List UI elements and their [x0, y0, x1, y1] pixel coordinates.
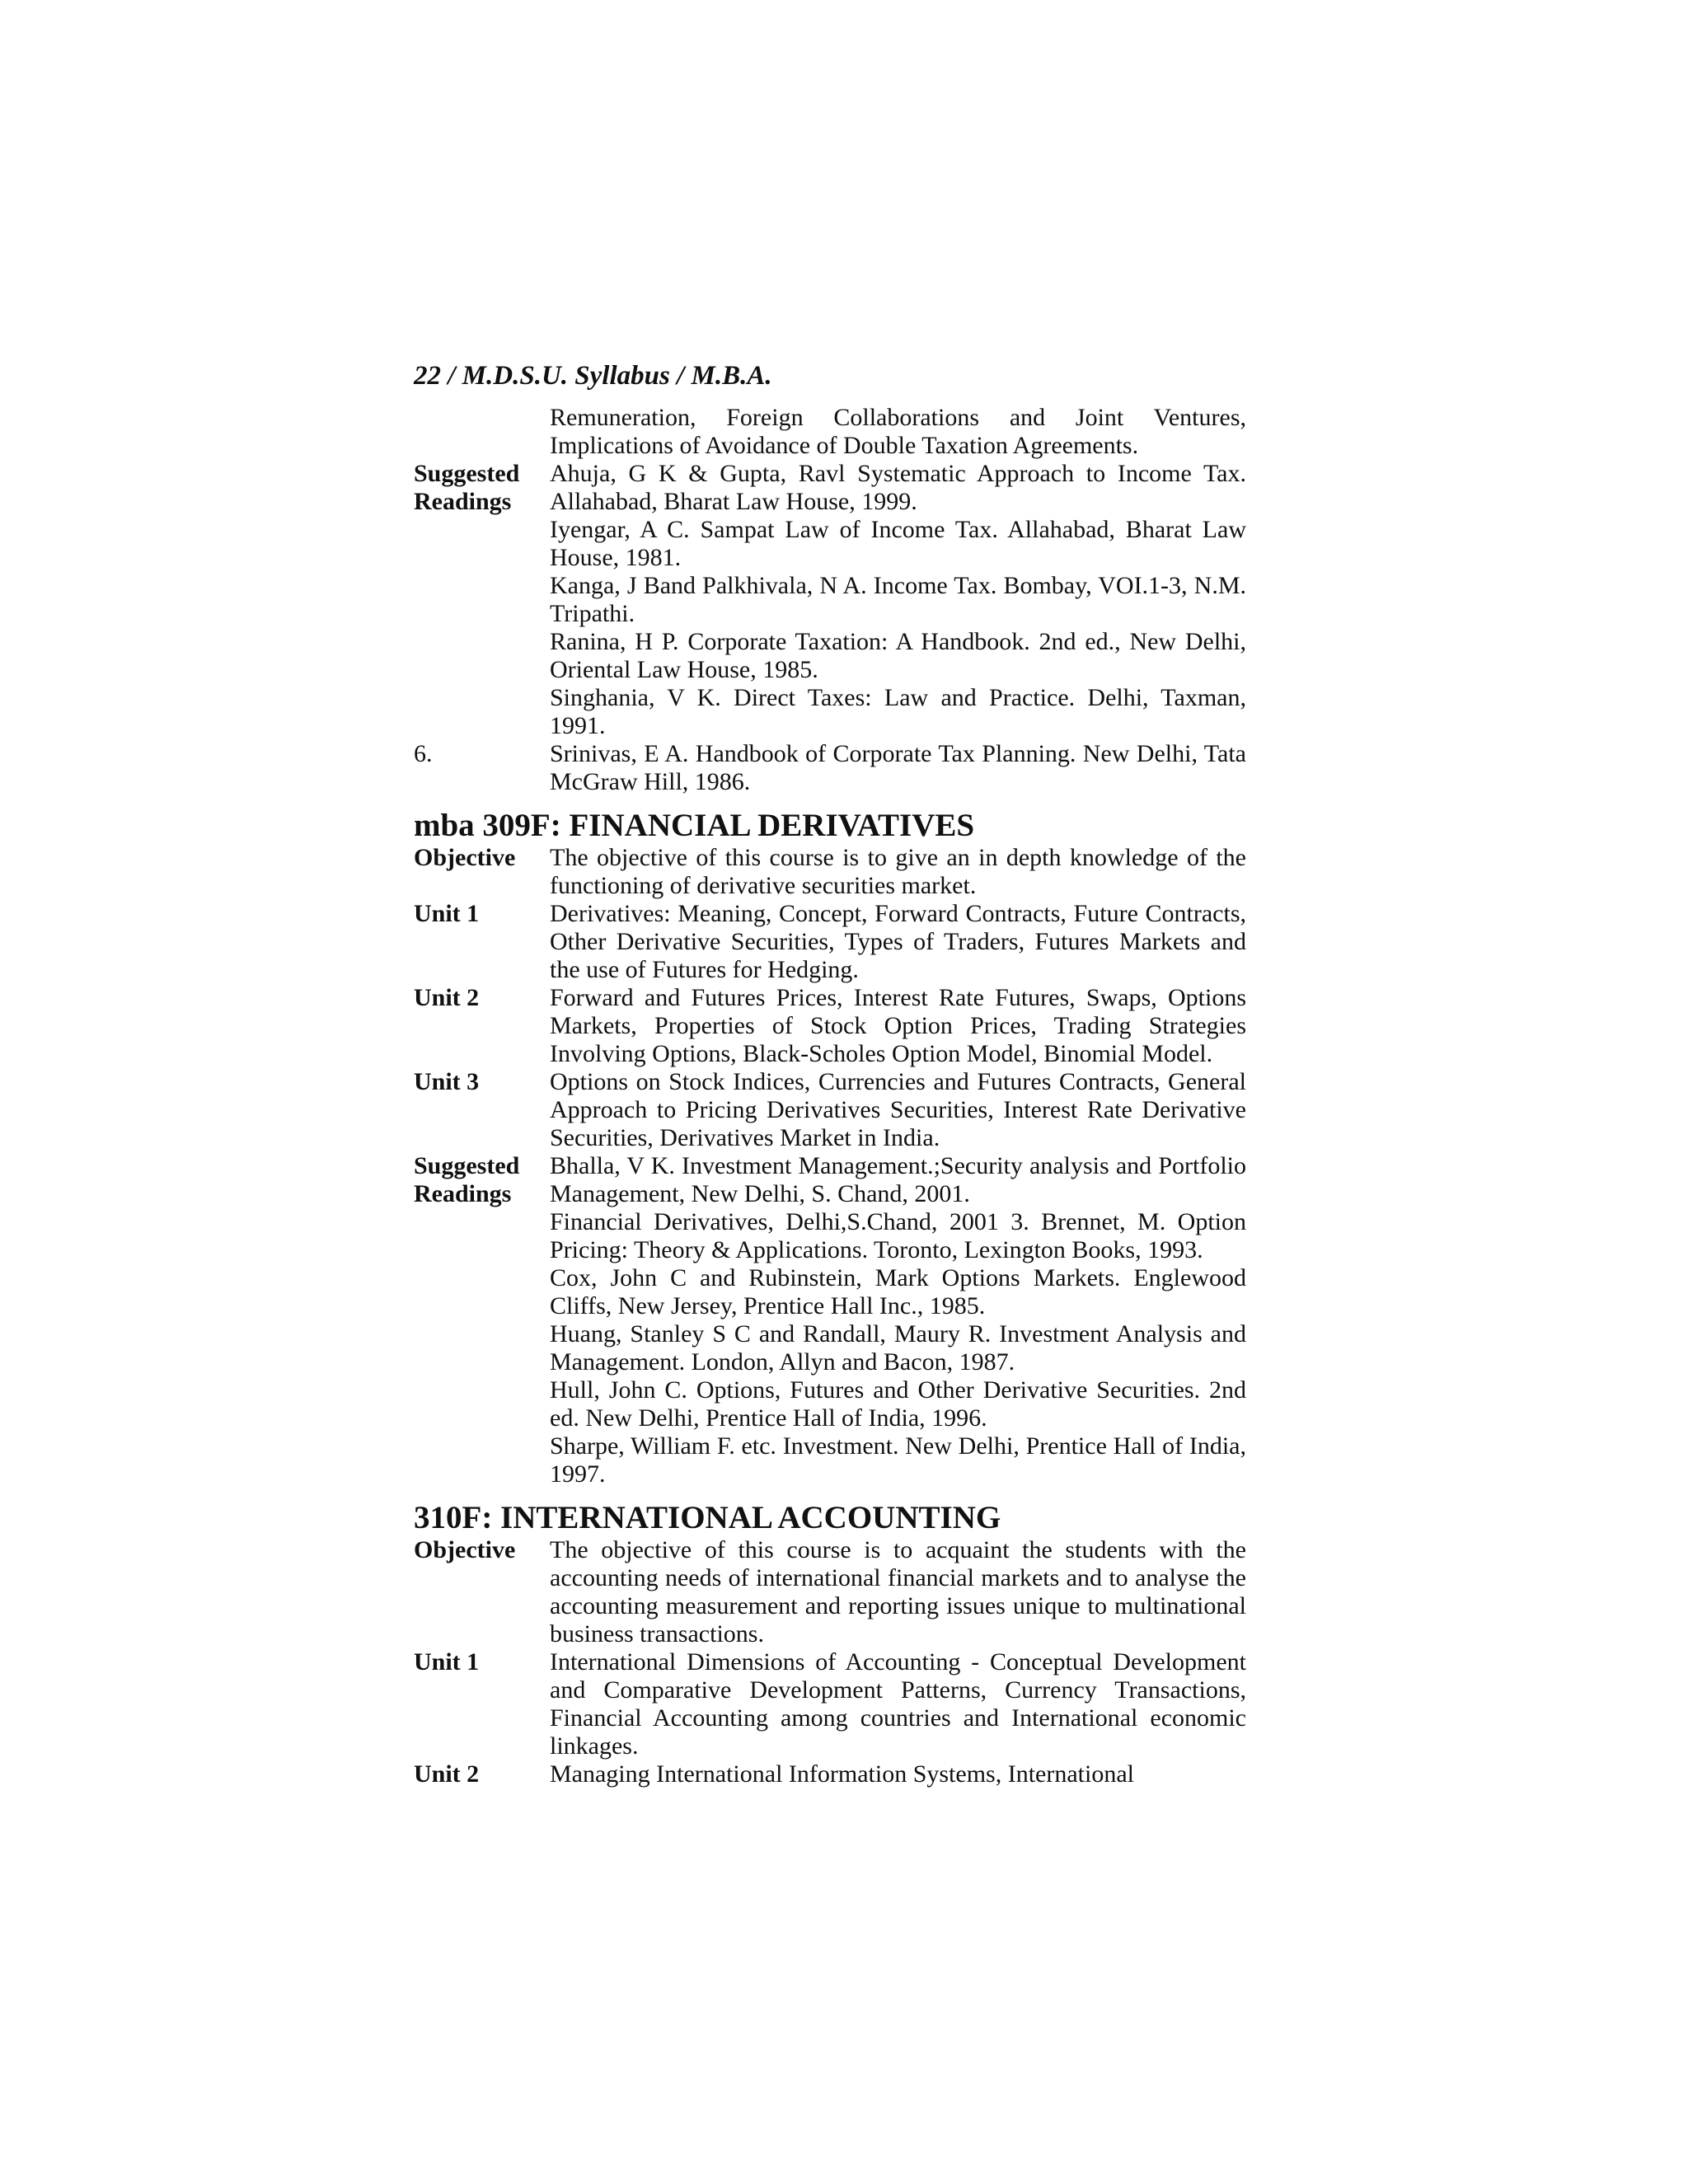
unit-row	[414, 1760, 1246, 1788]
reading-entry: Srinivas, E A. Handbook of Corporate Tax Planning. New Delhi, Tata McGraw Hill, 1986.	[550, 740, 1246, 795]
readings-list	[550, 1152, 1246, 1488]
unit-text: Managing International Information Systems, International	[550, 1760, 1134, 1788]
reading-entry: Iyengar, A C. Sampat Law of Income Tax. Allahabad, Bharat Law House, 1981.	[550, 516, 1246, 571]
reading-entry: Bhalla, V K. Investment Management.;Security analysis and Portfolio Management, New Delhi, S. Chand, 2001.	[550, 1152, 1246, 1207]
reading-entry: Ahuja, G K & Gupta, Ravl Systematic Approach to Income Tax. Allahabad, Bharat Law House, 1999.	[550, 460, 1246, 515]
section-title-309f: mba 309F: FINANCIAL DERIVATIVES	[414, 808, 975, 843]
unit-label: Unit 1	[414, 900, 480, 927]
readings-label-line2: Readings	[414, 488, 512, 515]
unit-text: Forward and Futures Prices, Interest Rate Futures, Swaps, Options Markets, Properties of Stock Option Prices, Trading Strategies Involving Options, Black-Scholes Option Model, Binomial Model.	[550, 984, 1246, 1067]
unit-label: Unit 2	[414, 984, 480, 1011]
readings-list	[550, 460, 1246, 740]
numbered-reading-row	[414, 740, 1246, 796]
reading-number: 6.	[414, 740, 433, 767]
syllabus-page	[414, 359, 1246, 1788]
readings-label-line1: Suggested	[414, 1152, 520, 1179]
objective-row	[414, 844, 1246, 900]
unit-text: International Dimensions of Accounting - Conceptual Development and Comparative Development Patterns, Currency Transactions, Financial Accounting among countries and International economic linkages.	[550, 1648, 1246, 1760]
reading-entry: Financial Derivatives, Delhi,S.Chand, 2001 3. Brennet, M. Option Pricing: Theory & Applications. Toronto, Lexington Books, 1993.	[550, 1208, 1246, 1263]
objective-label: Objective	[414, 1536, 516, 1563]
readings-label	[414, 1152, 550, 1488]
unit-text: Derivatives: Meaning, Concept, Forward Contracts, Future Contracts, Other Derivative Securities, Types of Traders, Futures Markets and the use of Futures for Hedging.	[550, 900, 1246, 983]
objective-row	[414, 1536, 1246, 1648]
reading-entry: Sharpe, William F. etc. Investment. New Delhi, Prentice Hall of India, 1997.	[550, 1432, 1246, 1488]
unit-label: Unit 2	[414, 1760, 480, 1788]
readings-row-309f	[414, 1152, 1246, 1488]
unit-row	[414, 1648, 1246, 1760]
section-title-310f: 310F: INTERNATIONAL ACCOUNTING	[414, 1500, 1001, 1535]
objective-text: The objective of this course is to give an in depth knowledge of the functioning of derivative securities market.	[550, 844, 1246, 899]
reading-entry: Singhania, V K. Direct Taxes: Law and Practice. Delhi, Taxman, 1991.	[550, 684, 1246, 739]
unit-row	[414, 900, 1246, 984]
continuation-row	[414, 404, 1246, 460]
unit-row	[414, 1068, 1246, 1152]
continuation-text: Remuneration, Foreign Collaborations and Joint Ventures, Implications of Avoidance of Double Taxation Agreements.	[550, 404, 1246, 459]
top-readings-row	[414, 460, 1246, 740]
page-header: 22 / M.D.S.U. Syllabus / M.B.A.	[414, 361, 772, 391]
empty-label	[414, 404, 550, 460]
reading-entry: Cox, John C and Rubinstein, Mark Options Markets. Englewood Cliffs, New Jersey, Prentice Hall Inc., 1985.	[550, 1264, 1246, 1319]
readings-label-line2: Readings	[414, 1180, 512, 1207]
reading-entry: Kanga, J Band Palkhivala, N A. Income Tax. Bombay, VOI.1-3, N.M. Tripathi.	[550, 572, 1246, 627]
unit-row	[414, 984, 1246, 1068]
unit-label: Unit 1	[414, 1648, 480, 1675]
reading-entry: Hull, John C. Options, Futures and Other Derivative Securities. 2nd ed. New Delhi, Prentice Hall of India, 1996.	[550, 1376, 1246, 1432]
reading-entry: Ranina, H P. Corporate Taxation: A Handbook. 2nd ed., New Delhi, Oriental Law House, 1985.	[550, 628, 1246, 683]
objective-text: The objective of this course is to acquaint the students with the accounting needs of international financial markets and to analyse the accounting measurement and reporting issues unique to multinational business transactions.	[550, 1536, 1246, 1647]
objective-label: Objective	[414, 844, 516, 871]
reading-entry: Huang, Stanley S C and Randall, Maury R. Investment Analysis and Management. London, Allyn and Bacon, 1987.	[550, 1320, 1246, 1376]
readings-label-line1: Suggested	[414, 460, 520, 487]
unit-text: Options on Stock Indices, Currencies and Futures Contracts, General Approach to Pricing Derivatives Securities, Interest Rate Derivative Securities, Derivatives Market in India.	[550, 1068, 1246, 1151]
readings-label	[414, 460, 550, 740]
unit-label: Unit 3	[414, 1068, 480, 1095]
